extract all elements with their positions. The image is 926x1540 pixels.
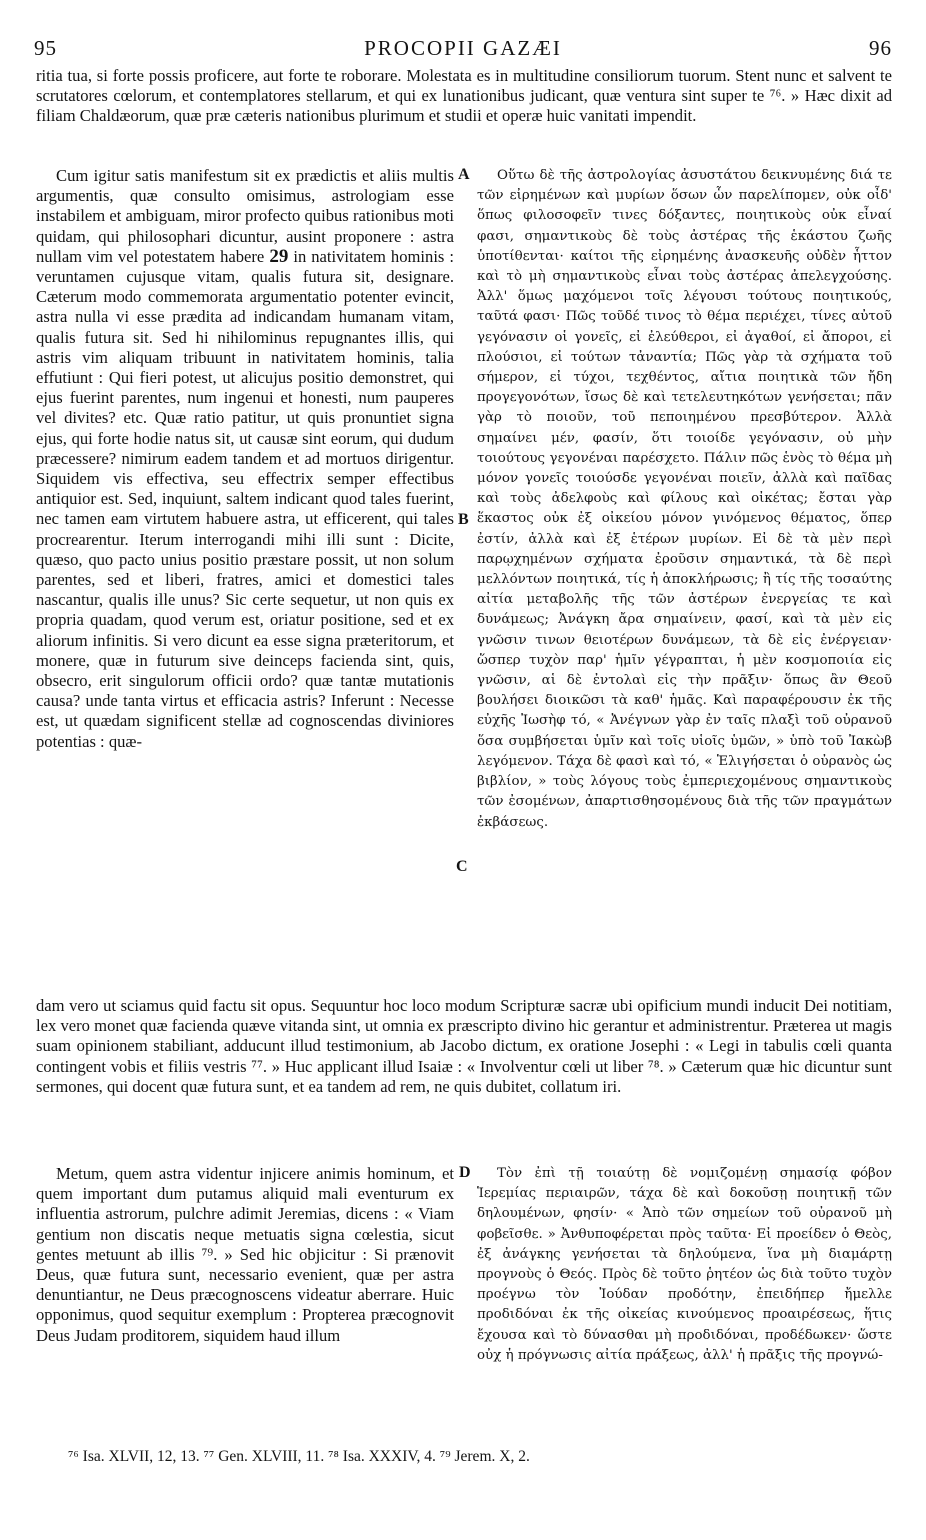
middle-latin-text: dam vero ut sciamus quid factu sit opus. Sequuntur hoc loco modum Scripturæ sacræ ubi opificium mundi inducit Dei notitiam, lex vero monet quæ facienda quæve vitanda sint, ut omnia ex præscripto divino hic gerantur et administrentur. Præterea ut magis suam opinionem stabiliant, adducunt illud testimonium, ab Jacobo dictum, ex oratione Josephi : « Legi in tabulis cœli quanta contingent vobis et filiis vestris ⁷⁷. » Huc applicant illud Isaiæ : « Involventur cœli ut liber ⁷⁸. » Cæterum quæ hic dicuntur sunt sermones, qui docent quæ futura sunt, et ea tandem ad rem, ne quis dubitet, collatum iri. xyxy=(36,996,892,1096)
page-number-left: 95 xyxy=(34,36,57,60)
footnotes xyxy=(68,1448,868,1466)
latin-column-a xyxy=(36,166,454,822)
latin-column-b xyxy=(36,1164,454,1436)
greek-paragraph-a: Οὕτω δὲ τῆς ἀστρολογίας ἀσυστάτου δεικνυμένης διά τε τῶν εἰρημένων καὶ μυρίων ὅσων ὧν παρελίπομεν, οὐκ οἶδ' ὅπως φιλοσοφεῖν τινες δόξαντες, ποιητικοὺς οὐκ εἶναί φασι, σημαντικοὺς δὲ τοὺς ἀστέρας τῆς ἑκάστου ζωῆς ὑποτίθενται· καίτοι τῆς εἰρημένης ἀνασκευῆς οὐδὲν ἧττον καὶ τὸ μὴ σημαντικοὺς εἶναι τοὺς ἀστέρας ἀπελεγχούσης. Ἀλλ' ὅμως μαχόμενοι τοῖς λέγουσι τούτους ποιητικούς, ταῦτά φασι· Πῶς τοῦδέ τινος τὸ θέμα περιέχει, τίνες αὐτοῦ γεγόνασιν οἱ γονεῖς, εἰ ἐλεύθεροι, εἰ ἀγαθοί, εἰ ἄποροι, εἰ πλούσιοι, εἰ τούτων τἀναντία; Πῶς γὰρ τὰ σχήματα τοῦ σήμερον, εἰ τύχοι, τεχθέντος, αἴτια ποιητικὰ τῶν ἤδη προγεγονότων, ἴσως δὲ καὶ τετελευτηκότων γενήσεται; πᾶν γὰρ τὸ ποιοῦν, τοῦ πεποιημένου πρεσβύτερον. Ἀλλὰ σημαίνει μέν, φασίν, ὅτι τοιοίδε γεγόνασιν, οὐ μὴν τοιούτους γεγονέναι παρέσχετο. Πάλιν πῶς ἑνὸς τὸ θέμα μὴ μόνον γονεῖς τοιούσδε γεγονέναι ποιεῖν, ἀλλὰ καὶ παῖδας καὶ τοὺς ἀδελφοὺς καὶ φίλους καὶ οἰκέτας; ἔσται γὰρ ἕκαστος οὐκ ἐξ οἰκείου μόνον γινόμενος θέματος, ὅπερ ἐστίν, ἀλλὰ καὶ ἐξ ἑτέρων μυρίων. Εἰ δὲ τὰ μὲν περὶ παρῳχημένων σχήματα ἐροῦσιν σημαντικά, τὰ δὲ περὶ μελλόντων ποιητικά, τίς ἡ ἀποκλήρωσις; ἢ τίς τῆς τοσαύτης αἰτία μεταβολῆς τῆς τῶν ἀστέρων ἐνεργείας τε καὶ δυνάμεως; Ἀνάγκη ἄρα σημαίνειν, φασί, καὶ τὰ μὲν εἰς γνῶσιν τινων θειοτέρων δυνάμεων, τὰ δὲ εἰς ἐνέργειαν· ὥσπερ τυχὸν παρ' ἡμῖν γέγραπται, ἡ μὲν κοσμοποιία εἰς γνῶσιν, αἱ δὲ ἐντολαὶ εἰς τὴν πρᾶξιν· ὅπως ἂν Θεοῦ βουλήσει διοικῶσι τὰ καθ' ἡμᾶς. Καὶ παραφέρουσιν ἐκ τῆς εὐχῆς Ἰωσὴφ τό, « Ἀνέγνων γὰρ ἐν ταῖς πλαξὶ τοῦ οὐρανοῦ ὅσα συμβήσεται ὑμῖν καὶ τοῖς υἱοῖς ὑμῶν, » ὑπὸ τοῦ Ἰακὼβ λεγόμενον. Τάχα δὲ φασὶ καὶ τό, « Ἑλιγήσεται ὁ οὐρανὸς ὡς βιβλίον, » τοὺς λόγους τοὺς ἐμπεριεχομένους σημαντικοὺς τῶν ἐσομένων, ἀπαρτισθησομένους διὰ τῆς τῶν πραγμάτων ἐκβάσεως. xyxy=(477,168,892,830)
column-number: 29 xyxy=(269,245,289,267)
top-latin-text: ritia tua, si forte possis proficere, aut forte te roborare. Molestata es in multitudine consiliorum tuorum. Stent nunc et salvent te scrutatores cœlorum, et contemplatores stellarum, et qui ex lunationibus judicant, quæ ventura sint super te ⁷⁶. » Hæc dixit ad filiam Chaldæorum, quæ præ cæteris nationibus plurimum et studii et operæ huic vanitati impendit. xyxy=(36,66,892,126)
running-header xyxy=(30,36,896,66)
footnotes-text: ⁷⁶ Isa. XLVII, 12, 13. ⁷⁷ Gen. XLVIII, 11. ⁷⁸ Isa. XXXIV, 4. ⁷⁹ Jerem. X, 2. xyxy=(68,1448,530,1465)
top-latin-block xyxy=(36,66,892,170)
margin-letter-a: A xyxy=(458,166,470,183)
greek-column-a xyxy=(477,166,892,830)
latin-a-rest: in nativitatem hominis : veruntamen cujusque vitam, qualis futura sit, designare. Cæterum modo commemorata argumentatio potenter evincit, astra nulla vi esse prædita ad indicandam humanam vitam, qualis futura sit. Sed hi nihilominus repugnantes illis, qui astris vim aliquam tribuunt in nativitatem hominis, talia effutiunt : Qui fieri potest, ut alicujus positio demonstret, qui ejus fuerint parentes, num ingenui et honesti, num pauperes vel divites? etc. Quæ ratio patitur, ut quis pronuntiet signa ejus, qui forte hodie natus sit, ut causæ sint eorum, qui dudum præcessere? nimirum eadem tandem et ad mortuos dirigentur. Siquidem vis effectiva, seu effectrix semper effectibus antiquior est. Sed, inquiunt, saltem indicant quod tales fuerint, nec tamen eam virtutem habuere astra, ut efficerent, qui tales procrearentur. Iterum interrogandi mihi illi sunt : Dicite, quæso, quo pacto unius positio præstare possit, ut non solum parentes, sed et liberi, fratres, amici et domestici tales nascantur, qualis ille unus? Sic certe sequetur, ut non quis ex propria quadam, quod verum est, oriatur positione, sed et ex aliorum infinitis. Si vero dicunt ea esse signa præteritorum, et monere, quæ in futurum sive deinceps facienda sint, quis, obsecro, erit singulorum officii ordo? quæ tantæ mutationis causa? unde tanta virtus et efficacia astris? Inferunt : Necesse est, ut quædam significent stellæ ad cognoscendas diviniores potentias : quæ- xyxy=(36,246,455,751)
latin-paragraph-a xyxy=(36,166,454,752)
middle-latin-block xyxy=(36,996,892,1156)
margin-letter-d: D xyxy=(459,1164,471,1181)
latin-paragraph-b: Metum, quem astra videntur injicere animis hominum, et quem important dum putamus aliquid mali eventurum ex influentia astrorum, pulchre adimit Jeremias, dicens : « Viam gentium non discatis neque metuatis signa cœlestia, sicut gentes metuunt ab illis ⁷⁹. » Sed hic objicitur : Si prænovit Deus, quæ futura sunt, necessario evenient, quæ per astra denuntiantur, ne Deus præcognoscens videatur aberrare. Huic opponimus, quod sequitur exemplum : Propterea præcognovit Deus Judam proditorem, siquidem haud illum xyxy=(36,1164,454,1345)
running-title: PROCOPII GAZÆI xyxy=(364,36,562,60)
greek-paragraph-b: Τὸν ἐπὶ τῇ τοιαύτῃ δὲ νομιζομένῃ σημασίᾳ φόβον Ἱερεμίας περιαιρῶν, τάχα δὲ καὶ δοκοῦσῃ ποιητικῇ τῶν δηλουμένων, φησίν· « Ἀπὸ τῶν σημείων τοῦ οὐρανοῦ μὴ φοβεῖσθε. » Ἀνθυποφέρεται πρὸς ταῦτα· Εἰ προείδεν ὁ Θεὸς, ἐξ ἀνάγκης γενήσεται τὰ δηλούμενα, ἵνα μὴ διαμάρτῃ προγνοὺς ὁ Θεός. Πρὸς δὲ τοῦτο ῥητέον ὡς διὰ τοῦτο τυχὸν προέγνω τὸν Ἰούδαν προδότην, ἐπειδήπερ ἤμελλε προδιδόναι ἐκ τῆς οἰκείας κινούμενος προαιρέσεως, ἥτις ἔχουσα καὶ τὸ δύνασθαι μὴ προδιδόναι, προδέδωκεν· ὥστε οὐχ ἡ πρόγνωσις αἰτία πράξεως, ἀλλ' ἡ πρᾶξις τῆς προγνώ- xyxy=(477,1166,892,1363)
margin-letter-c: C xyxy=(456,858,468,875)
latin-a-start: Cum igitur satis manifestum sit ex prædictis et aliis multis argumentis, quæ consulto omisimus, astrologiam esse instabilem et ambiguam, miror profecto quibus rationibus moti quidam, qui philosophari dicuntur, ausint proponere : astra nullam vim vel potestatem habere xyxy=(36,166,454,266)
greek-column-b xyxy=(477,1164,892,1424)
page-number-right: 96 xyxy=(869,36,892,60)
margin-letter-b: B xyxy=(458,511,469,528)
